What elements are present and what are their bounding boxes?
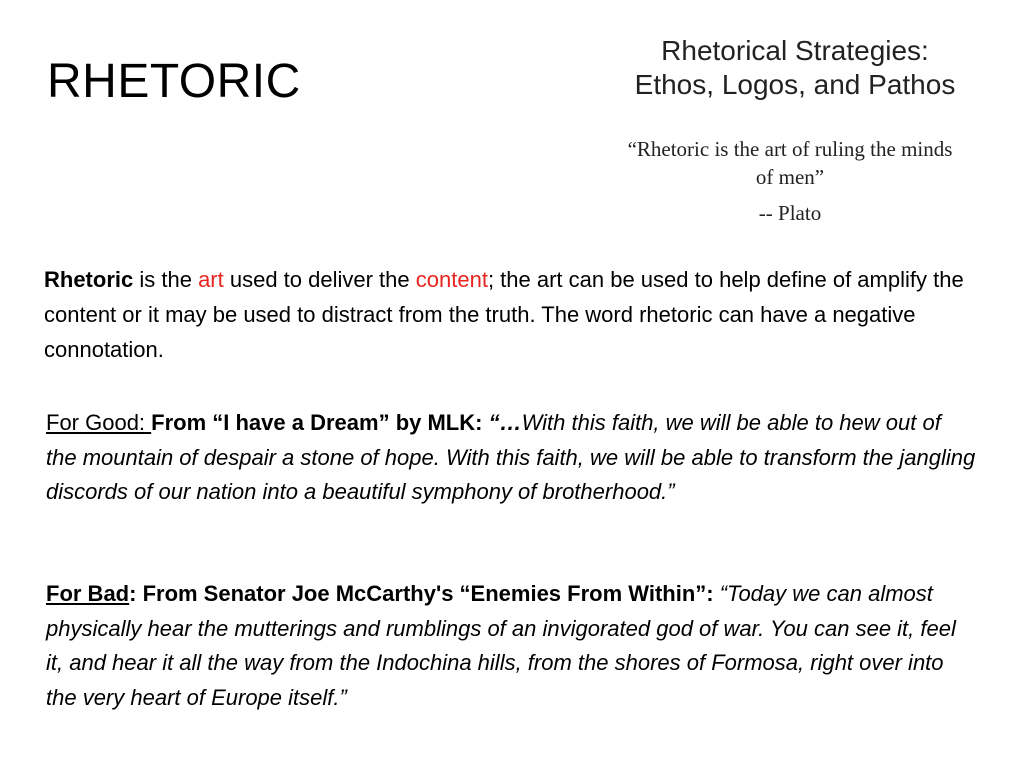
bad-example xyxy=(46,577,976,715)
good-example xyxy=(46,406,976,510)
slide-title: RHETORIC xyxy=(47,55,301,108)
quote-attribution: -- Plato xyxy=(758,201,822,225)
definition-text-2: used to deliver the xyxy=(223,267,416,292)
bad-quote: “Today we can almost physically hear the mutterings and rumblings of an invigorated god of war. You can see it, feel it, and hear it all the way from the Indochina hills, from the shores of Formosa, right over into the very heart of Europe itself.” xyxy=(46,581,956,710)
strategies-heading xyxy=(580,34,1010,102)
plato-quote: “Rhetoric is the art of ruling the minds of men” xyxy=(627,137,953,189)
definition-art: art xyxy=(198,267,224,292)
definition-term: Rhetoric xyxy=(44,267,134,292)
definition-text-3: ; the art can be used to help define of amplify the content or it may be used to distract from the truth. The word rhetoric can have a negative connotation. xyxy=(44,267,964,362)
good-ellipsis: “… xyxy=(488,410,522,435)
definition-text-1: is the xyxy=(133,267,199,292)
strategies-line-1: Rhetorical Strategies: xyxy=(661,35,929,66)
rhetoric-definition xyxy=(44,262,984,367)
definition-content: content xyxy=(415,267,488,292)
good-quote: With this faith, we will be able to hew out of the mountain of despair a stone of hope. With this faith, we will be able to transform the jangling discords of our nation into a beautiful symphony of brotherhood.” xyxy=(46,410,976,504)
strategies-line-2: Ethos, Logos, and Pathos xyxy=(634,69,956,100)
good-source: From “I have a Dream” by MLK: xyxy=(151,410,489,435)
bad-source: : From Senator Joe McCarthy's “Enemies From Within”: xyxy=(129,581,720,606)
bad-label: For Bad xyxy=(46,581,130,606)
good-label: For Good: xyxy=(46,410,152,435)
